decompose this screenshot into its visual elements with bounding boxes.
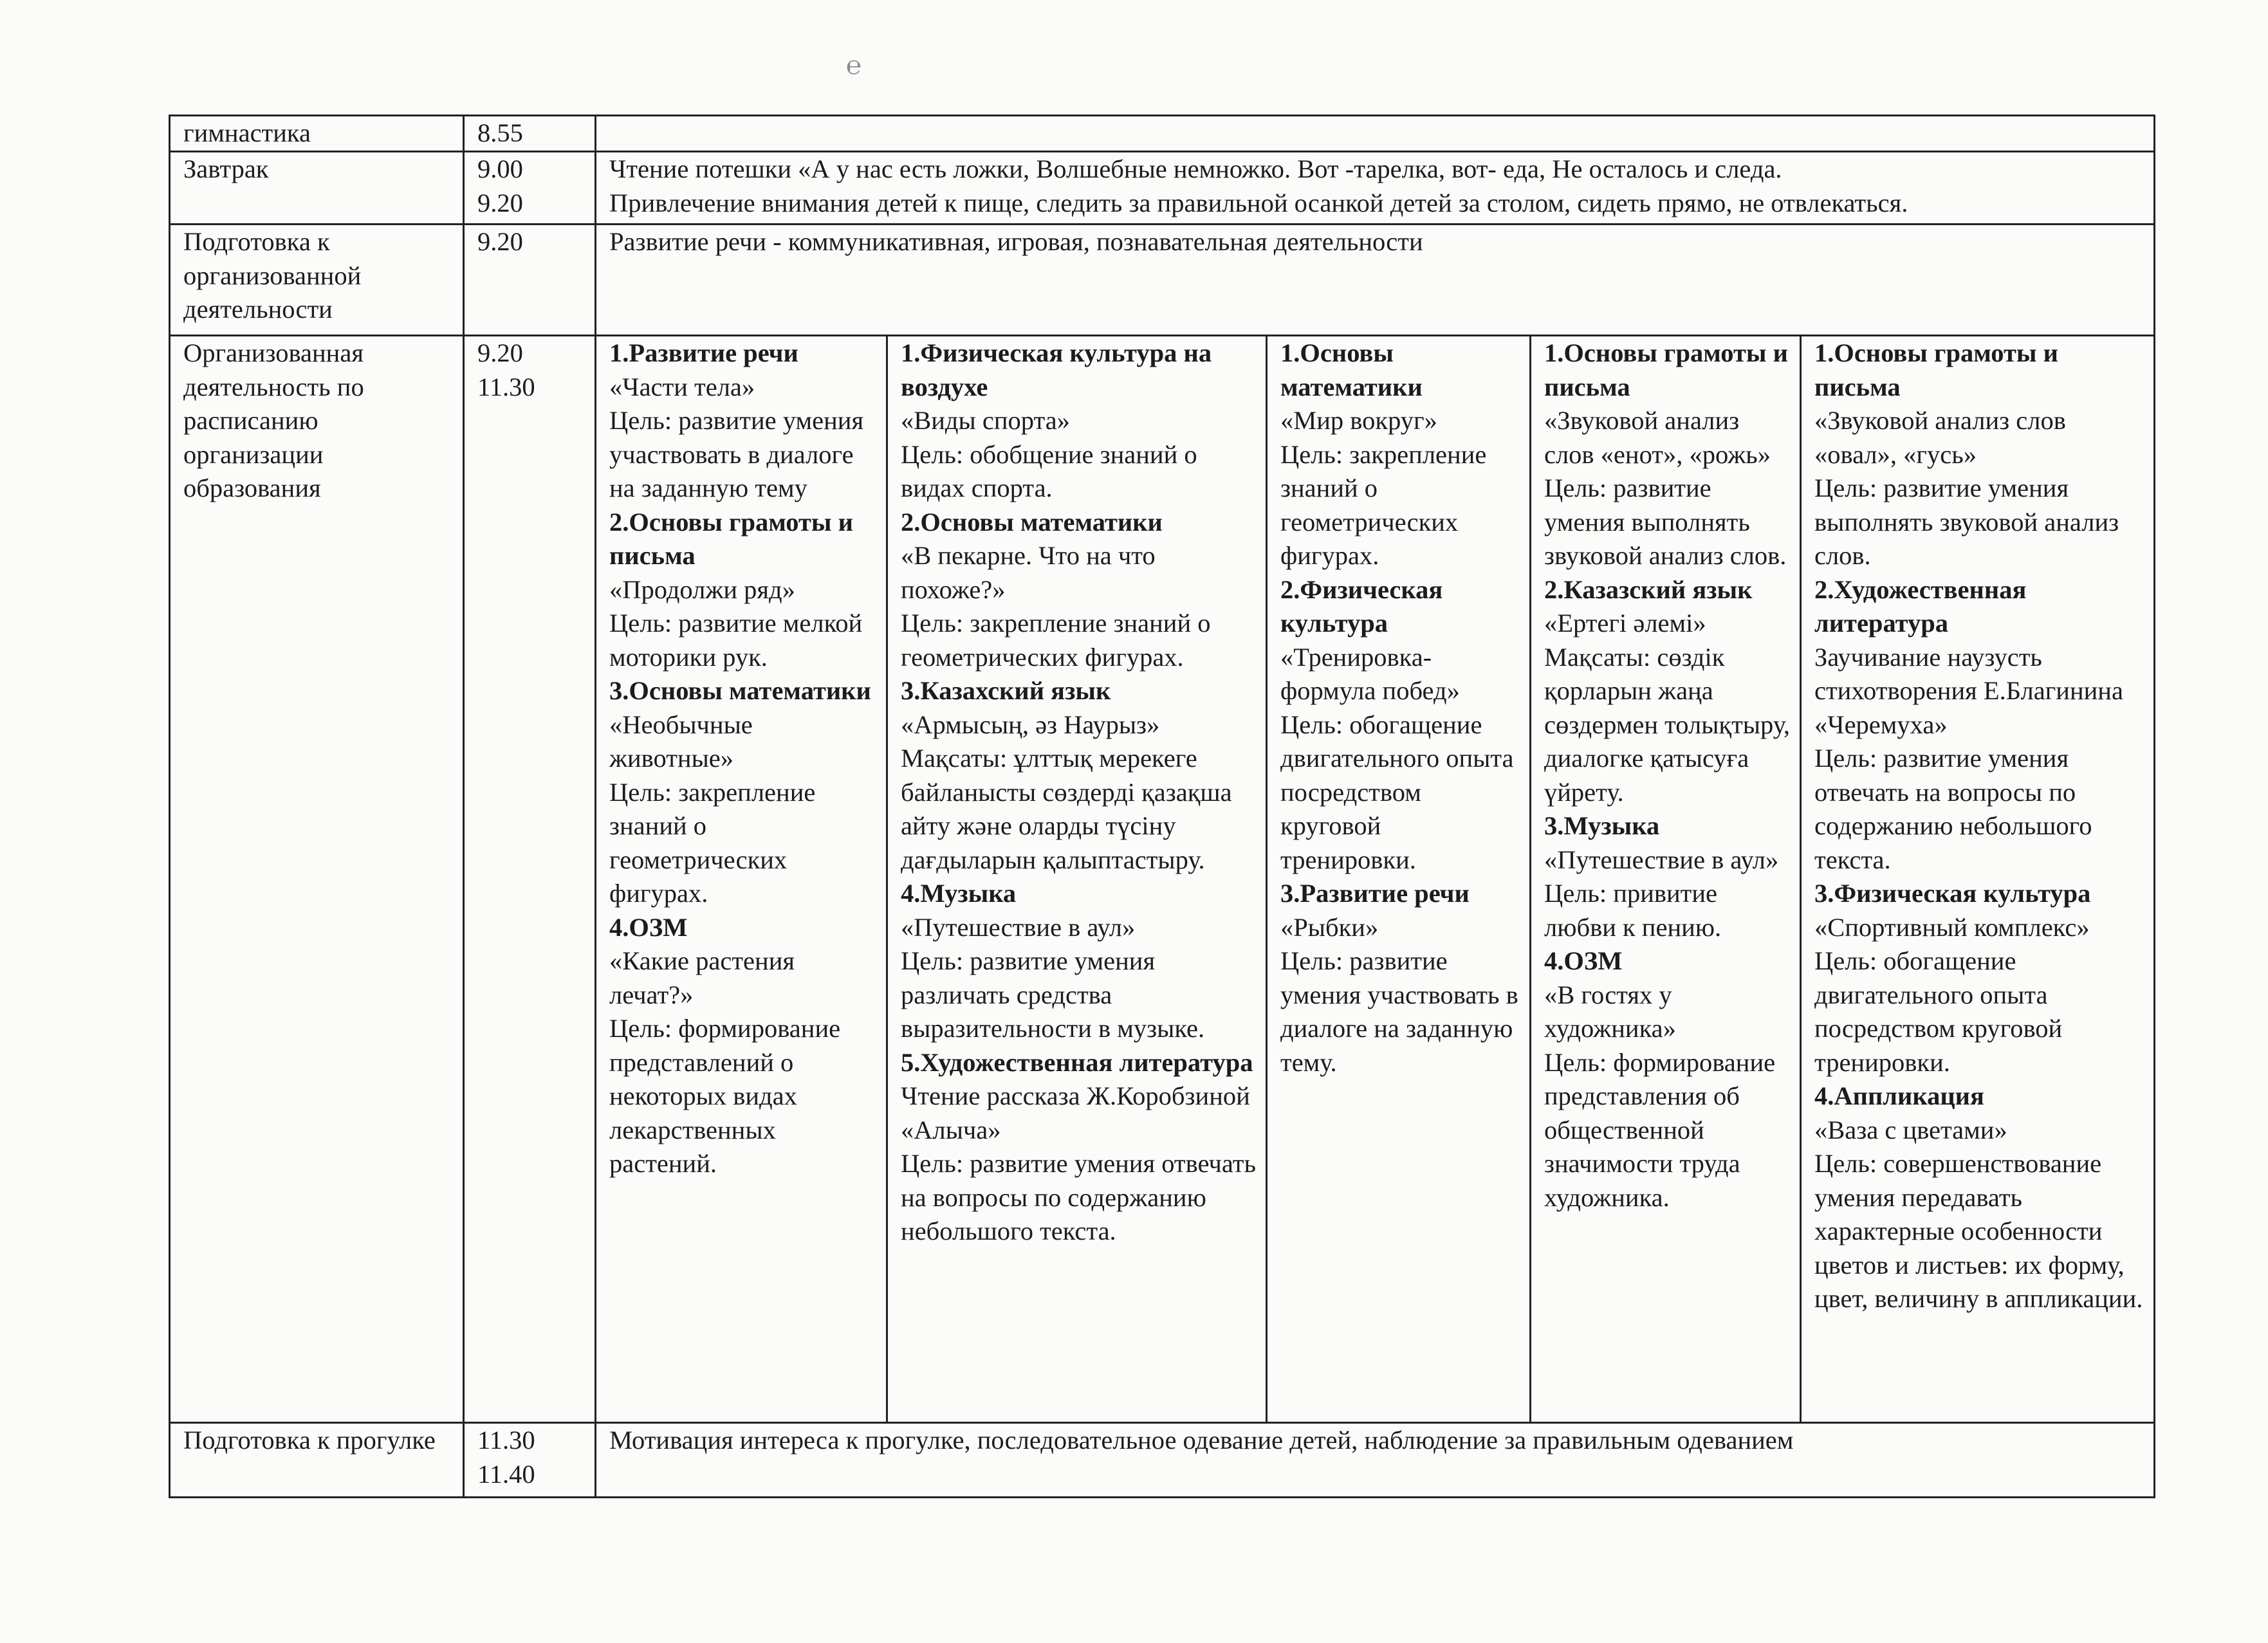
activity-name: «Тренировка-формула побед»	[1280, 642, 1460, 705]
activity-name: «Части тела»	[609, 372, 755, 401]
content-cell	[596, 152, 2155, 225]
activity-entry	[901, 674, 1259, 877]
activity-goal: Мақсаты: ұлттық мерекеге байланысты сөздерді қазақша айту және оларды түсіну дағдыларын қалыптастыру.	[901, 744, 1232, 874]
activity-title: 3.Основы математики	[609, 676, 871, 705]
content-line: Чтение потешки «А у нас есть ложки, Волшебные немножко. Вот -тарелка, вот- еда, Не осталось и следа.	[609, 154, 1782, 183]
content-line: Развитие речи - коммуникативная, игровая, познавательная деятельности	[609, 227, 1423, 256]
activity-name: «В гостях у художника»	[1544, 980, 1676, 1043]
activity-entry	[1544, 944, 1793, 1215]
activity-entry	[609, 674, 880, 911]
activity-entry	[901, 1046, 1259, 1249]
activity-name: «Звуковой анализ слов «енот», «рожь»	[1544, 406, 1771, 469]
activity-name: «Армысың, әз Наурыз»	[901, 710, 1160, 739]
activity-name: «Продолжи ряд»	[609, 574, 795, 604]
scan-mark: ℮	[846, 51, 862, 80]
activity-goal: Цель: обобщение знаний о видах спорта.	[901, 439, 1197, 502]
time-cell	[464, 152, 596, 225]
time-value: 9.20	[477, 338, 523, 367]
activity-title: 1.Физическая культура на воздухе	[901, 338, 1212, 401]
table-row	[170, 116, 2155, 152]
activity-goal: Цель: закрепление знаний о геометрических фигурах.	[1280, 439, 1487, 570]
activity-name: «В пекарне. Что на что похоже?»	[901, 541, 1156, 604]
activity-title: 2.Физическая культура	[1280, 574, 1443, 638]
activity-title: 2.Основы математики	[901, 507, 1163, 537]
activity-goal: Цель: развитие мелкой моторики рук.	[609, 609, 863, 672]
activity-goal: Цель: развитие умения отвечать на вопросы по содержанию небольшого текста.	[901, 1149, 1256, 1245]
activity-name: Заучивание наузусть стихотворения Е.Благинина «Черемуха»	[1814, 642, 2123, 739]
content-cell	[596, 1423, 2155, 1498]
section-name: Завтрак	[170, 152, 464, 225]
activity-entry	[1544, 809, 1793, 944]
day-activities-1	[596, 336, 887, 1423]
time-cell	[464, 116, 596, 152]
activity-entry	[1280, 336, 1523, 573]
activity-title: 5.Художественная литература	[901, 1047, 1253, 1077]
content-cell	[596, 116, 2155, 152]
activity-entry	[901, 506, 1259, 675]
activity-goal: Цель: совершенствование умения передавать характерные особенности цветов и листьев: их форму, цвет, величину в аппликации.	[1814, 1149, 2143, 1313]
time-value: 11.30	[477, 1426, 535, 1455]
activity-name: «Путешествие в аул»	[901, 912, 1136, 942]
section-name: Подготовка к организованной деятельности	[170, 225, 464, 336]
activity-entry	[1814, 1079, 2147, 1316]
time-cell	[464, 336, 596, 1423]
section-name: Организованная деятельность по расписанию организации образования	[170, 336, 464, 1423]
activity-entry	[1814, 336, 2147, 573]
activity-title: 1.Основы грамоты и письма	[1814, 338, 2058, 401]
time-value: 8.55	[477, 118, 523, 147]
table-row	[170, 152, 2155, 225]
activity-name: «Ваза с цветами»	[1814, 1115, 2007, 1144]
activity-entry	[1280, 877, 1523, 1079]
content-line: Привлечение внимания детей к пище, следить за правильной осанкой детей за столом, сидеть прямо, не отвлекаться.	[609, 188, 1908, 217]
table-row	[170, 225, 2155, 336]
day-activities-5	[1801, 336, 2155, 1423]
activity-title: 4.Аппликация	[1814, 1081, 1984, 1110]
activity-goal: Цель: закрепление знаний о геометрических фигурах.	[609, 777, 816, 908]
activity-goal: Цель: формирование представления об общественной значимости труда художника.	[1544, 1047, 1776, 1212]
activity-goal: Цель: привитие любви к пению.	[1544, 879, 1722, 942]
activity-name: «Звуковой анализ слов «овал», «гусь»	[1814, 406, 2066, 469]
activity-title: 2.Казазский язык	[1544, 574, 1753, 604]
activity-title: 4.ОЗМ	[609, 912, 688, 942]
activity-entry	[1544, 573, 1793, 810]
activity-title: 4.ОЗМ	[1544, 946, 1623, 975]
activity-name: «Виды спорта»	[901, 406, 1070, 435]
activity-goal: Мақсаты: сөздік қорларын жаңа сөздермен толықтыру, диалогке қатысуға үйрету.	[1544, 642, 1791, 807]
activity-title: 2.Художественная литература	[1814, 574, 2027, 638]
activity-entry	[1544, 336, 1793, 573]
content-cell	[596, 225, 2155, 336]
activity-goal: Цель: развитие умения выполнять звуковой анализ слов.	[1544, 473, 1787, 570]
activity-name: «Ертегі әлемі»	[1544, 609, 1706, 638]
activity-goal: Цель: обогащение двигательного опыта посредством круговой тренировки.	[1814, 946, 2063, 1077]
activity-goal: Цель: закрепление знаний о геометрических фигурах.	[901, 609, 1211, 672]
activity-title: 1.Основы математики	[1280, 338, 1423, 401]
activity-goal: Цель: развитие умения различать средства выразительности в музыке.	[901, 946, 1205, 1043]
activity-title: 2.Основы грамоты и письма	[609, 507, 853, 570]
activity-goal: Цель: развитие умения выполнять звуковой анализ слов.	[1814, 473, 2119, 570]
activity-title: 3.Физическая культура	[1814, 879, 2091, 908]
activity-name: «Необычные животные»	[609, 710, 753, 773]
table-row	[170, 336, 2155, 1423]
activity-name: «Рыбки»	[1280, 912, 1379, 942]
activity-goal: Цель: развитие умения участвовать в диалоге на заданную тему.	[1280, 946, 1518, 1077]
activity-entry	[1814, 877, 2147, 1079]
daily-schedule-table	[169, 115, 2155, 1498]
table-row	[170, 1423, 2155, 1498]
activity-entry	[609, 336, 880, 506]
day-activities-2	[887, 336, 1267, 1423]
activity-goal: Цель: развитие умения отвечать на вопросы по содержанию небольшого текста.	[1814, 744, 2092, 874]
activity-entry	[609, 506, 880, 675]
activity-title: 1.Основы грамоты и письма	[1544, 338, 1788, 401]
time-value: 9.20	[477, 227, 523, 256]
activity-title: 1.Развитие речи	[609, 338, 798, 367]
section-name: гимнастика	[170, 116, 464, 152]
day-activities-4	[1531, 336, 1801, 1423]
content-line: Мотивация интереса к прогулке, последовательное одевание детей, наблюдение за правильным одеванием	[609, 1426, 1794, 1455]
activity-name: «Мир вокруг»	[1280, 406, 1437, 435]
activity-title: 3.Казахский язык	[901, 676, 1111, 705]
activity-entry	[1280, 573, 1523, 877]
activity-name: «Какие растения лечат?»	[609, 946, 795, 1009]
activity-name: «Спортивный комплекс»	[1814, 912, 2090, 942]
activity-title: 3.Развитие речи	[1280, 879, 1470, 908]
activity-entry	[609, 911, 880, 1181]
activity-entry	[1814, 573, 2147, 877]
time-value: 9.00	[477, 154, 523, 183]
time-value: 11.40	[477, 1459, 535, 1489]
activity-name: «Путешествие в аул»	[1544, 845, 1779, 874]
time-cell	[464, 1423, 596, 1498]
time-value: 11.30	[477, 372, 535, 401]
time-cell	[464, 225, 596, 336]
activity-goal: Цель: развитие умения участвовать в диалоге на заданную тему	[609, 406, 864, 502]
section-name: Подготовка к прогулке	[170, 1423, 464, 1498]
day-activities-3	[1267, 336, 1531, 1423]
activity-title: 3.Музыка	[1544, 811, 1660, 840]
activity-goal: Цель: формирование представлений о некоторых видах лекарственных растений.	[609, 1014, 841, 1178]
time-value: 9.20	[477, 188, 523, 217]
activity-goal: Цель: обогащение двигательного опыта посредством круговой тренировки.	[1280, 710, 1514, 874]
activity-name: Чтение рассказа Ж.Коробзиной «Алыча»	[901, 1081, 1250, 1144]
activity-entry	[901, 336, 1259, 506]
activity-entry	[901, 877, 1259, 1046]
activity-title: 4.Музыка	[901, 879, 1017, 908]
